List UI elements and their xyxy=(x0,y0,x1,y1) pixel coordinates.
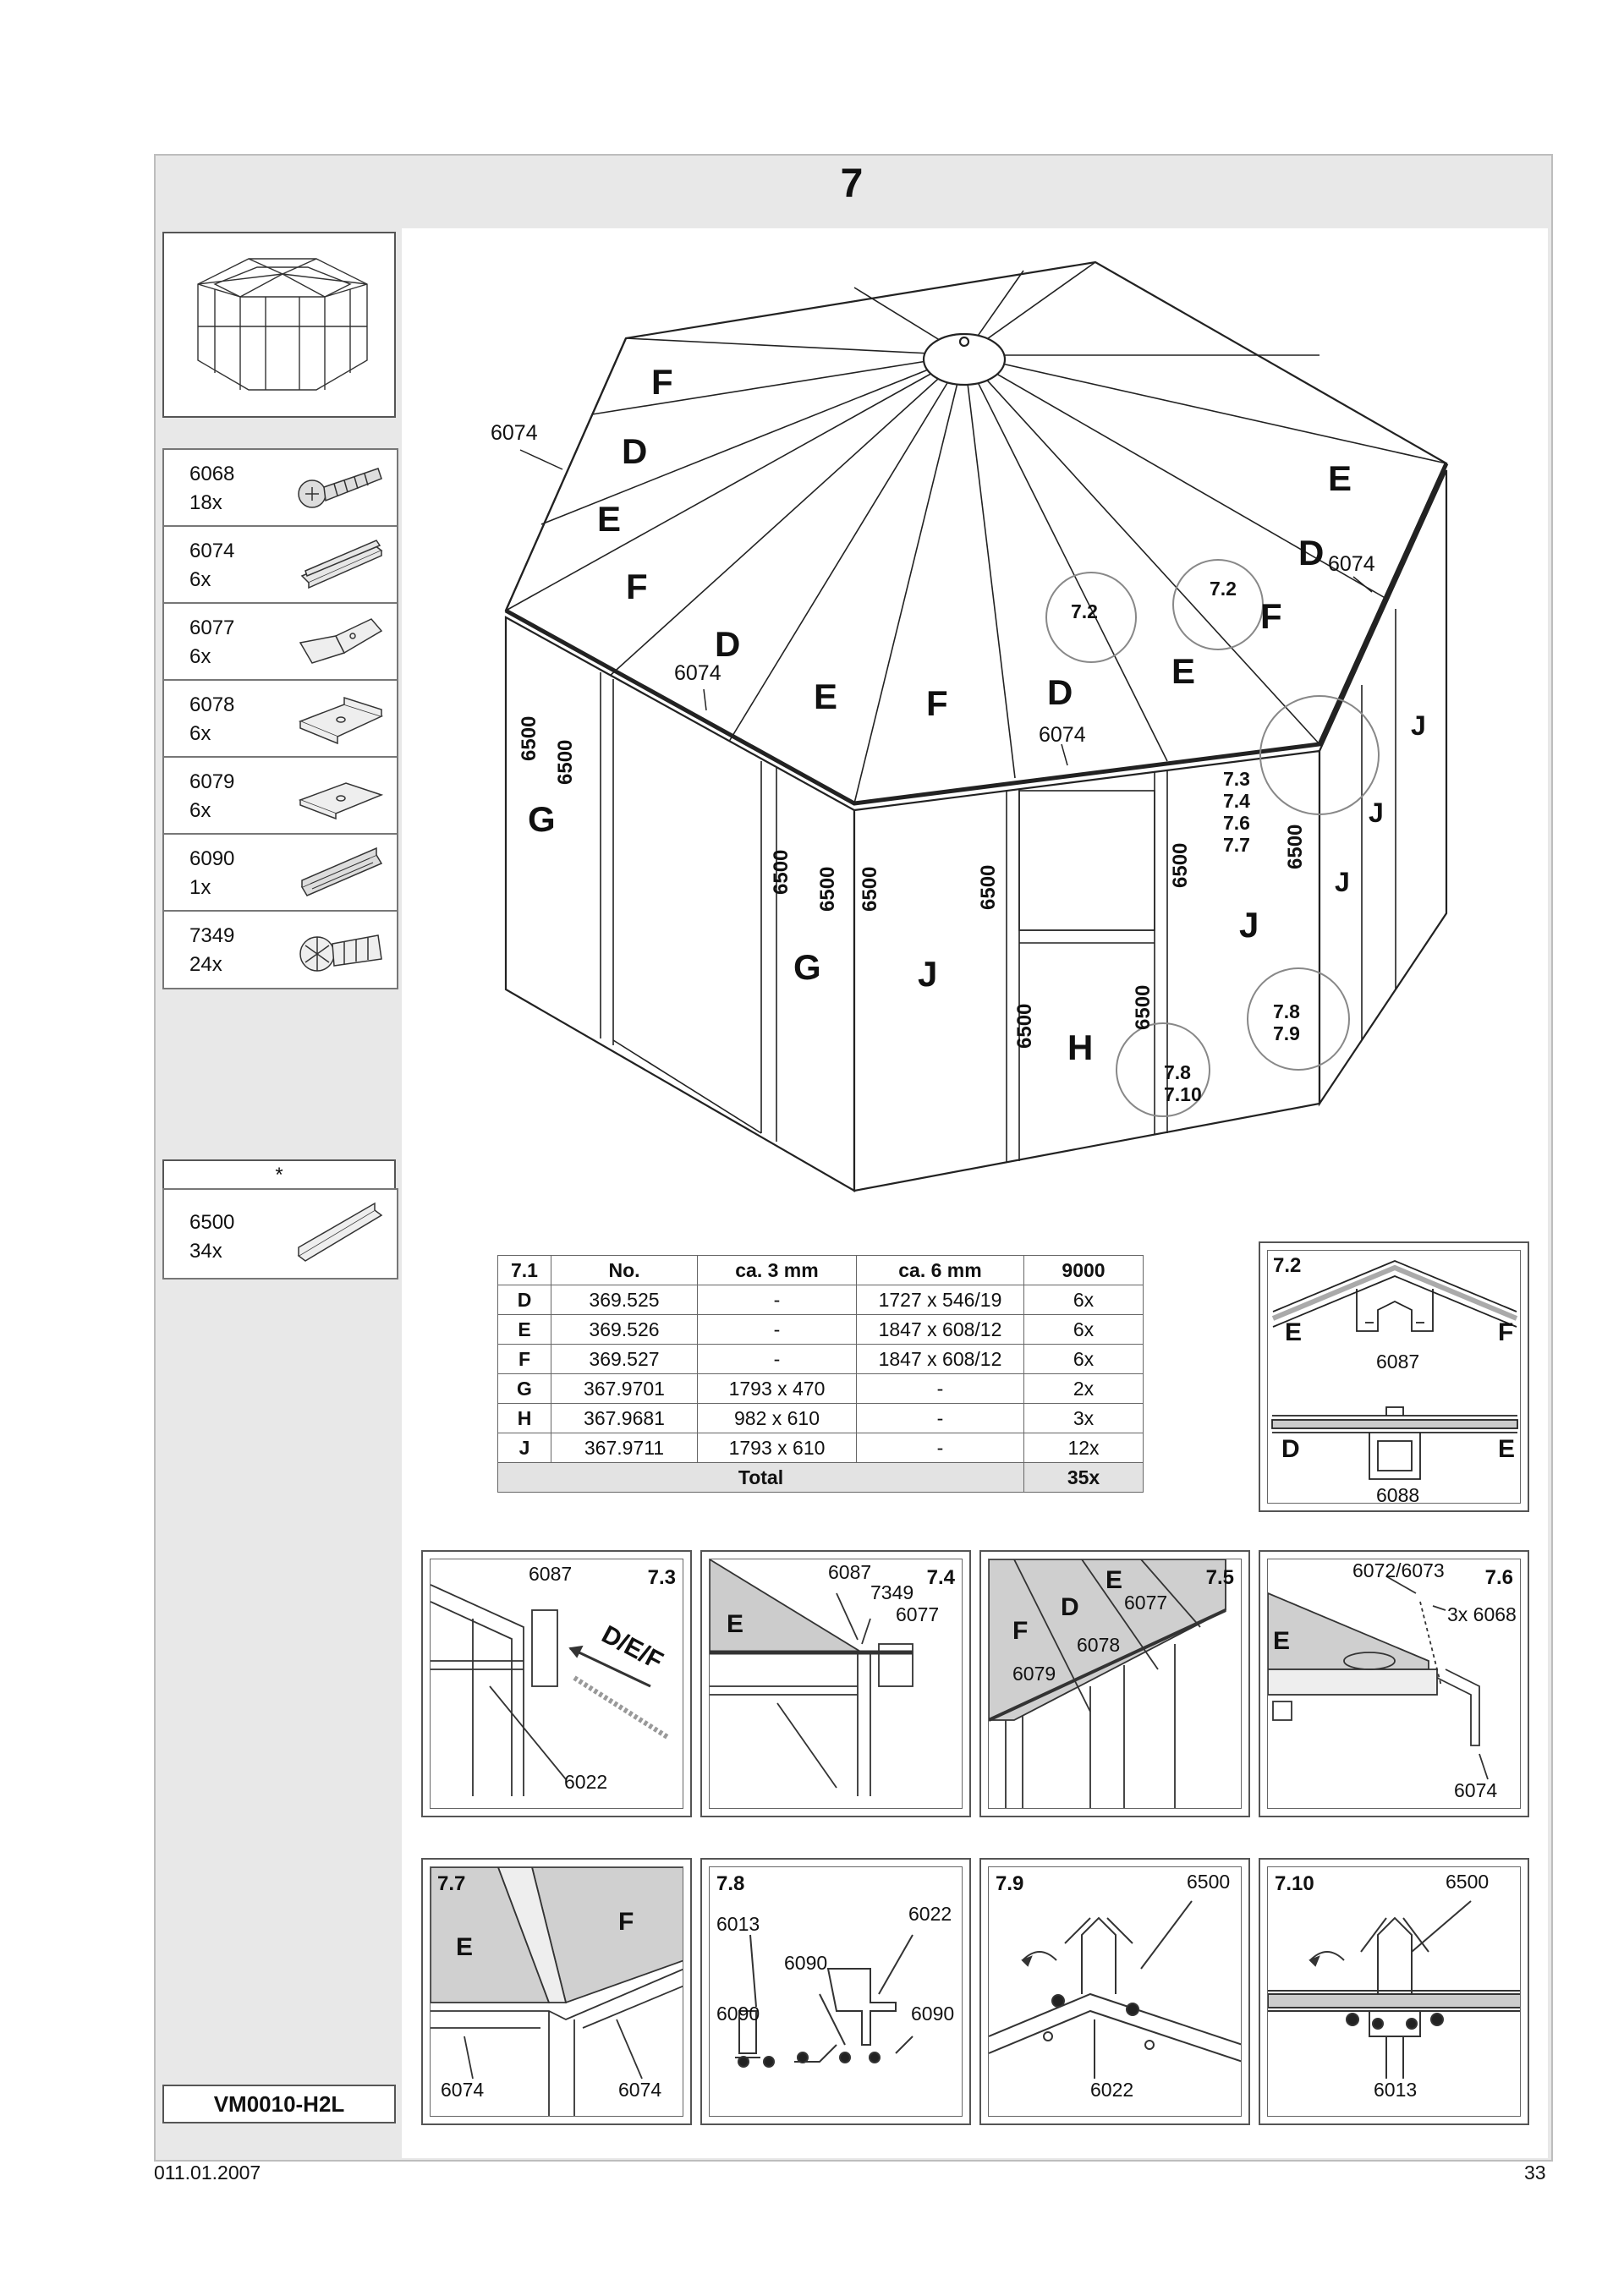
code-6074: 6074 xyxy=(674,661,721,685)
clip-code: 6500 xyxy=(1132,984,1155,1030)
clip-header: * xyxy=(162,1159,396,1192)
panel-label-E: E xyxy=(814,677,838,716)
panel-label-F: F xyxy=(926,683,948,723)
clip-code: 6500 xyxy=(770,849,793,895)
panel-spec-table: 7.1 No. ca. 3 mm ca. 6 mm 9000 D 369.525 - 1727 x 546/19 6x E 369.526 - 1847 x 608/12 6x F 369.527 - 1847 x 608/12 6x G 367.9701 1793 x 470 - 2x H 367.9681 982 x 610 - 3x J 367.9711 1793 x 610 - 12x Total 35x xyxy=(497,1255,1144,1493)
clip-code: 6500 xyxy=(1169,842,1192,888)
flat-plate-icon xyxy=(294,764,387,825)
panel-label-E: E xyxy=(1328,458,1352,498)
clip-code: 6500 xyxy=(518,715,540,761)
plate-bracket-icon xyxy=(294,688,387,748)
detail-7-3: 7.3 6087 6022 D/E/F xyxy=(421,1550,692,1817)
panel-label-J: J xyxy=(1369,797,1384,828)
panel-label-F: F xyxy=(651,362,673,402)
panel-label-J: J xyxy=(1335,867,1350,897)
step-number: 7 xyxy=(840,162,864,206)
panel-label-D: D xyxy=(1047,672,1073,712)
detail-7-7: 7.7 E F 6074 6074 xyxy=(421,1858,692,2125)
callout-7-8-7-10: 7.8 7.10 xyxy=(1164,1061,1202,1105)
panel-label-F: F xyxy=(1260,596,1282,636)
panel-label-D: D xyxy=(1298,533,1325,573)
clip-code: 6500 xyxy=(1013,1003,1036,1049)
panel-label-H: H xyxy=(1067,1027,1094,1067)
rubber-strip-icon xyxy=(294,841,387,902)
page-number: 33 xyxy=(1524,2162,1546,2184)
code-6074: 6074 xyxy=(491,421,538,445)
callout-7-2: 7.2 xyxy=(1210,578,1237,600)
part-row: 6078 6x xyxy=(162,679,398,759)
table-row: D 369.525 - 1727 x 546/19 6x xyxy=(498,1285,1144,1315)
table-row: H 367.9681 982 x 610 - 3x xyxy=(498,1404,1144,1433)
code-6074: 6074 xyxy=(1328,552,1375,576)
clip-code: 6500 xyxy=(859,866,881,912)
table-row: F 369.527 - 1847 x 608/12 6x xyxy=(498,1345,1144,1374)
table-row: G 367.9701 1793 x 470 - 2x xyxy=(498,1374,1144,1404)
part-row-clip: 6500 34x xyxy=(162,1188,398,1280)
part-row: 6077 6x xyxy=(162,602,398,682)
model-code: VM0010-H2L xyxy=(162,2085,396,2123)
callout-7-8-7-9: 7.8 7.9 xyxy=(1273,1000,1300,1044)
detail-7-2: 7.2 E F 6087 D E 6088 xyxy=(1259,1241,1529,1512)
panel-label-E: E xyxy=(1171,651,1196,691)
part-row: 6090 1x xyxy=(162,833,398,912)
callout-7-3-7-7: 7.3 7.4 7.6 7.7 xyxy=(1223,768,1250,856)
plastic-plug-icon xyxy=(294,918,387,979)
detail-7-6: 7.6 6072/6073 3x 6068 6074 E xyxy=(1259,1550,1529,1817)
clip-code: 6500 xyxy=(977,864,1000,910)
table-row: E 369.526 - 1847 x 608/12 6x xyxy=(498,1315,1144,1345)
panel-label-G: G xyxy=(793,947,821,987)
panel-label-J: J xyxy=(918,954,938,994)
table-total-row: Total 35x xyxy=(498,1463,1144,1493)
table-row: J 367.9711 1793 x 610 - 12x xyxy=(498,1433,1144,1463)
clip-code: 6500 xyxy=(816,866,839,912)
greenhouse-thumbnail xyxy=(162,232,396,418)
clip-code: 6500 xyxy=(554,739,577,785)
panel-label-D: D xyxy=(715,624,741,664)
screw-icon xyxy=(294,457,387,518)
detail-7-4: 7.4 6087 7349 6077 E xyxy=(700,1550,971,1817)
panel-label-E: E xyxy=(597,499,622,539)
panel-label-J: J xyxy=(1239,905,1259,945)
code-6074: 6074 xyxy=(1039,723,1086,747)
detail-7-8: 7.8 6013 6022 6090 6090 6090 xyxy=(700,1858,971,2125)
panel-label-F: F xyxy=(626,567,648,606)
footer-date: 011.01.2007 xyxy=(154,2162,261,2184)
part-row: 6079 6x xyxy=(162,756,398,836)
panel-label-D: D xyxy=(622,431,648,471)
angle-bracket-icon xyxy=(294,611,387,671)
profile-rail-icon xyxy=(294,534,387,595)
part-row: 7349 24x xyxy=(162,910,398,989)
detail-7-10: 7.10 6500 6013 xyxy=(1259,1858,1529,2125)
panel-label-J: J xyxy=(1411,710,1426,741)
part-row: 6074 6x xyxy=(162,525,398,605)
detail-7-9: 7.9 6500 6022 xyxy=(979,1858,1250,2125)
clip-code: 6500 xyxy=(1284,824,1307,869)
part-row: 6068 18x xyxy=(162,448,398,528)
glazing-clip-icon xyxy=(294,1197,387,1264)
callout-7-2: 7.2 xyxy=(1071,600,1098,622)
detail-7-5: 7.5 E D F 6077 6078 6079 xyxy=(979,1550,1250,1817)
greenhouse-main-drawing xyxy=(402,228,1548,1209)
panel-label-G: G xyxy=(528,799,556,839)
